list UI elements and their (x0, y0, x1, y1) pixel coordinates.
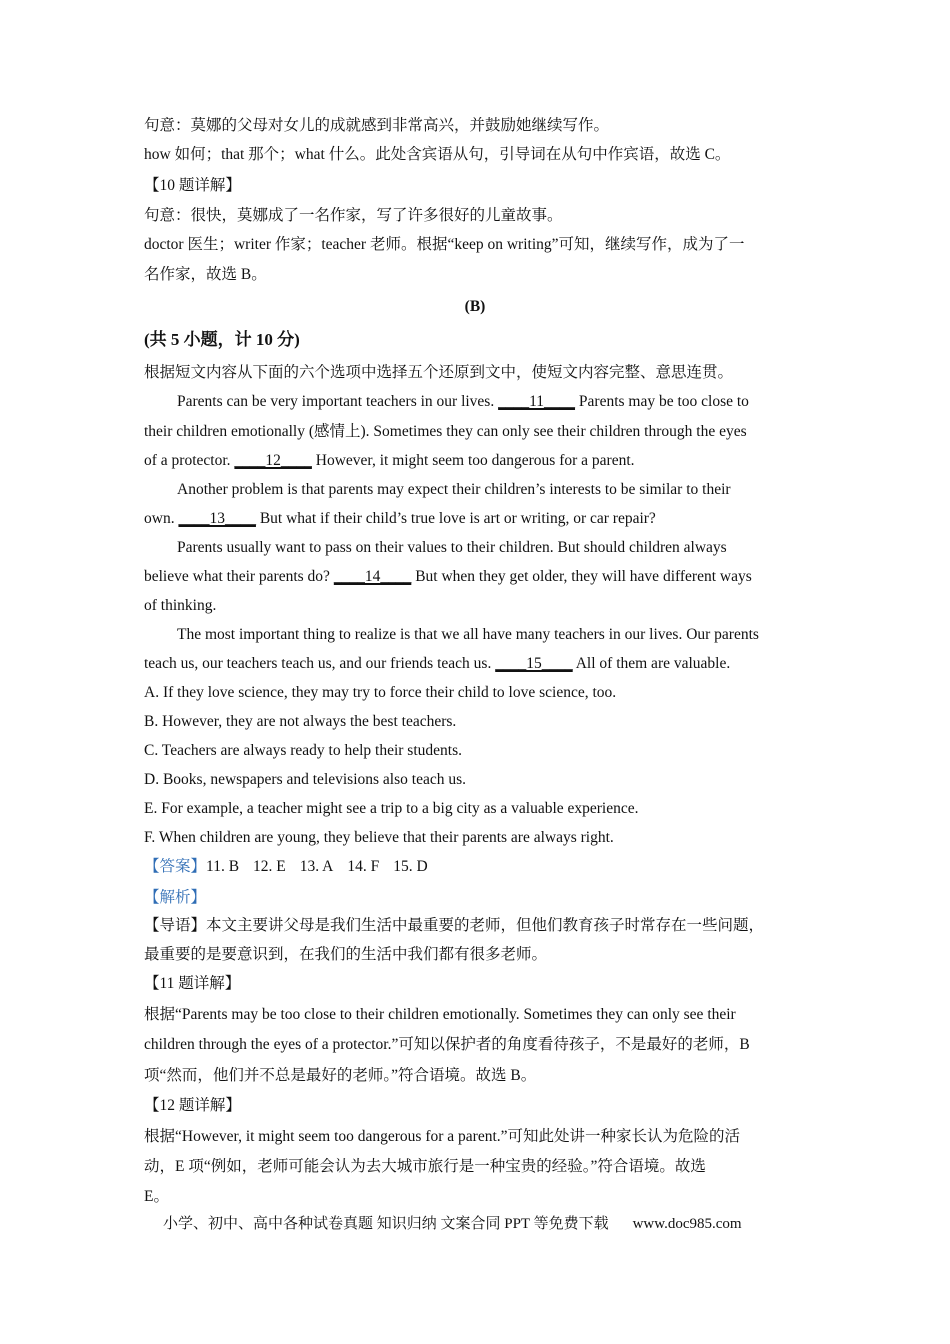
section-title: (B) (464, 298, 486, 315)
q10-explanation-cont: 名作家，故选 B。 (144, 266, 267, 283)
blank-15: ____15____ (495, 655, 573, 672)
guide-text-cont: 最重要的是要意识到，在我们的生活中我们都有很多老师。 (144, 946, 548, 963)
answer-label: 【答案】 (144, 858, 207, 875)
prev-word-explanation: how 如何；that 那个；what 什么。此处含宾语从句，引导词在从句中作宾语，故选 C。 (144, 146, 731, 163)
footer-text: 小学、初中、高中各种试卷真题 知识归纳 文案合同 PPT 等免费下载 (163, 1216, 609, 1232)
option-d: D. Books, newspapers and televisions also teach us. (144, 771, 466, 788)
q10-sentence-meaning: 句意：很快，莫娜成了一名作家，写了许多很好的儿童故事。 (144, 207, 563, 224)
answer-line: 【答案】11. B 12. E 13. A 14. F 15. D (144, 858, 428, 875)
passage-line: Parents can be very important teachers in our lives. ____11____ Parents may be too close to (177, 393, 749, 410)
option-f: F. When children are young, they believe that their parents are always right. (144, 829, 614, 846)
blank-14: ____14____ (333, 568, 412, 585)
passage-line: of thinking. (144, 597, 217, 614)
blank-13: ____13____ (178, 510, 256, 527)
guide-text: 【导语】本文主要讲父母是我们生活中最重要的老师，但他们教育孩子时常存在一些问题， (144, 917, 765, 934)
page-footer (163, 1214, 742, 1234)
section-count: (共 5 小题，计 10 分) (144, 330, 300, 349)
blank-11: ____11____ (498, 393, 576, 410)
q11-explanation: children through the eyes of a protector.”可知以保护者的角度看待孩子，不是最好的老师，B (144, 1036, 750, 1053)
passage-line: teach us, our teachers teach us, and our friends teach us. ____15____ All of them are valuable. (144, 655, 731, 672)
passage-line: believe what their parents do? ____14____ But when they get older, they will have different ways (144, 568, 752, 585)
q10-explanation: doctor 医生；writer 作家；teacher 老师。根据“keep on writing”可知，继续写作，成为了一 (144, 236, 745, 253)
passage-line: own. ____13____ But what if their child’s true love is art or writing, or car repair? (144, 510, 656, 527)
q12-explanation: E。 (144, 1188, 169, 1205)
prev-sentence-meaning: 句意：莫娜的父母对女儿的成就感到非常高兴，并鼓励她继续写作。 (144, 117, 610, 134)
option-e: E. For example, a teacher might see a trip to a big city as a valuable experience. (144, 800, 639, 817)
passage-line: Another problem is that parents may expect their children’s interests to be similar to their (177, 481, 731, 498)
passage-line: Parents usually want to pass on their values to their children. But should children always (177, 539, 727, 556)
footer-site-link[interactable]: www.doc985.com (632, 1216, 742, 1232)
blank-12: ____12____ (234, 452, 312, 469)
passage-line: their children emotionally (感情上). Sometimes they can only see their children through the eyes (144, 423, 747, 440)
q10-heading: 【10 题详解】 (144, 177, 241, 194)
q11-explanation: 根据“Parents may be too close to their children emotionally. Sometimes they can only see their (144, 1006, 736, 1023)
q12-heading: 【12 题详解】 (144, 1097, 241, 1114)
option-c: C. Teachers are always ready to help their students. (144, 742, 462, 759)
section-instruction: 根据短文内容从下面的六个选项中选择五个还原到文中，使短文内容完整、意思连贯。 (144, 364, 734, 381)
option-b: B. However, they are not always the best teachers. (144, 713, 457, 730)
passage-line: of a protector. ____12____ However, it might seem too dangerous for a parent. (144, 452, 635, 469)
q12-explanation: 根据“However, it might seem too dangerous for a parent.”可知此处讲一种家长认为危险的活 (144, 1128, 741, 1145)
q12-explanation: 动，E 项“例如，老师可能会认为去大城市旅行是一种宝贵的经验。”符合语境。故选 (144, 1158, 706, 1175)
q11-heading: 【11 题详解】 (144, 975, 241, 992)
option-a: A. If they love science, they may try to force their child to love science, too. (144, 684, 617, 701)
analysis-label: 【解析】 (144, 889, 207, 906)
q11-explanation: 项“然而，他们并不总是最好的老师。”符合语境。故选 B。 (144, 1067, 537, 1084)
passage-line: The most important thing to realize is that we all have many teachers in our lives. Our parents (177, 626, 759, 643)
